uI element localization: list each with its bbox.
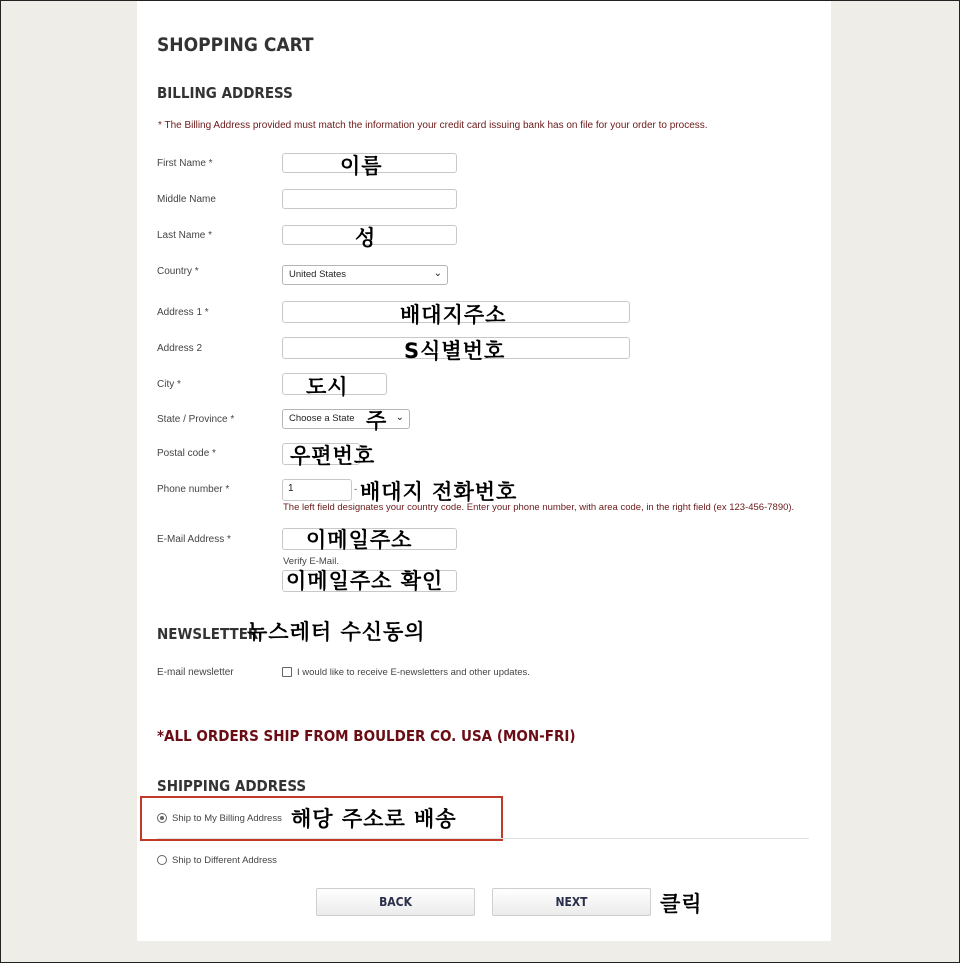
ship-to-billing-radio[interactable] [157, 813, 167, 823]
next-annotation: 클릭 [660, 892, 703, 916]
middle-name-input[interactable] [282, 189, 457, 209]
newsletter-annotation: 뉴스레터 수신동의 [247, 620, 426, 644]
first-name-label: First Name * [157, 158, 213, 169]
phone-country-code-input[interactable] [282, 479, 352, 501]
chevron-down-icon: ⌄ [395, 412, 404, 423]
middle-name-label: Middle Name [157, 194, 216, 205]
postal-code-annotation: 우편번호 [290, 444, 376, 468]
country-select-value: United States [289, 269, 347, 280]
newsletter-label: E-mail newsletter [157, 667, 234, 678]
first-name-annotation: 이름 [340, 154, 383, 178]
phone-annotation: 배대지 전화번호 [360, 480, 518, 504]
phone-label: Phone number * [157, 484, 230, 495]
postal-code-label: Postal code * [157, 448, 216, 459]
address2-annotation: S식별번호 [404, 339, 506, 363]
ship-to-billing-label[interactable]: Ship to My Billing Address [172, 813, 282, 824]
billing-address-heading: BILLING ADDRESS [157, 84, 293, 102]
country-label: Country * [157, 266, 199, 277]
phone-hint: The left field designates your country code. Enter your phone number, with area code, in the right field (ex 123-456-7890). [283, 502, 795, 513]
ship-to-different-label[interactable]: Ship to Different Address [172, 855, 277, 866]
verify-email-annotation: 이메일주소 확인 [286, 569, 444, 593]
last-name-label: Last Name * [157, 230, 213, 241]
newsletter-heading: NEWSLETTER [157, 625, 259, 643]
state-select-value: Choose a State [289, 413, 355, 424]
newsletter-checkbox-text: I would like to receive E-newsletters and other updates. [297, 667, 530, 678]
chevron-down-icon: ⌄ [433, 268, 442, 279]
phone-country-code-value: 1 [288, 483, 294, 494]
shipping-address-heading: SHIPPING ADDRESS [157, 777, 307, 795]
city-annotation: 도시 [306, 375, 349, 399]
state-select[interactable] [282, 409, 410, 429]
phone-separator: - [354, 484, 358, 495]
state-annotation: 주 [366, 409, 388, 433]
address1-annotation: 배대지주소 [400, 303, 507, 327]
country-select[interactable] [282, 265, 448, 285]
back-button[interactable]: BACK [316, 888, 475, 916]
page-title: SHOPPING CART [157, 34, 314, 56]
city-label: City * [157, 379, 181, 390]
email-label: E-Mail Address * [157, 534, 231, 545]
next-button[interactable]: NEXT [492, 888, 651, 916]
shipping-notice: *ALL ORDERS SHIP FROM BOULDER CO. USA (MON-FRI) [157, 727, 576, 745]
newsletter-checkbox[interactable] [282, 667, 292, 677]
address2-label: Address 2 [157, 343, 203, 354]
state-label: State / Province * [157, 414, 235, 425]
verify-email-label: Verify E-Mail. [283, 556, 339, 567]
divider [157, 838, 809, 839]
address1-label: Address 1 * [157, 307, 209, 318]
email-annotation: 이메일주소 [306, 528, 413, 552]
last-name-annotation: 성 [355, 226, 377, 250]
ship-to-different-radio[interactable] [157, 855, 167, 865]
billing-notice: * The Billing Address provided must match the information your credit card issuing bank has on file for your order to process. [158, 120, 708, 131]
ship-to-billing-annotation: 해당 주소로 배송 [291, 807, 457, 831]
